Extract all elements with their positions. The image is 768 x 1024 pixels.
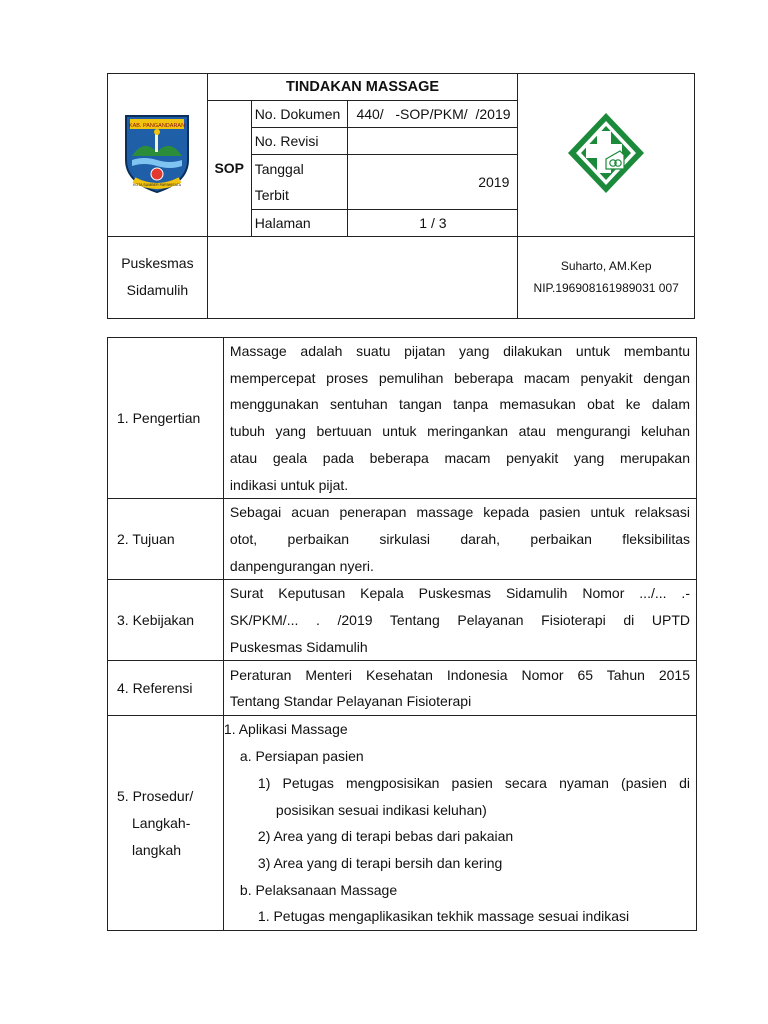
- procedure-step: 1. Aplikasi Massage: [223, 721, 348, 738]
- section-content: [223, 661, 696, 716]
- text-line: menggunakan sentuhan tangan tanpa memasukan obat ke dalam: [229, 396, 690, 413]
- text-line: otot, perbaikan sirkulasi darah, perbaikan fleksibilitas: [229, 530, 690, 547]
- text-line: Puskesmas Sidamulih: [229, 638, 368, 655]
- section-label: 3. Kebijakan: [108, 580, 224, 661]
- section-row-kebijakan: [108, 580, 697, 661]
- facility-line1: Puskesmas: [121, 255, 194, 272]
- issue-date-label-line2: Terbit: [254, 186, 289, 203]
- text-line: SK/PKM/... . /2019 Tentang Pelayanan Fisioterapi di UPTD: [229, 612, 690, 629]
- procedure-step: b. Pelaksanaan Massage: [239, 881, 398, 898]
- issue-date-label: [251, 155, 348, 209]
- section-label: 4. Referensi: [108, 661, 224, 716]
- signer-nip: NIP.196908161989031 007: [533, 281, 679, 296]
- issue-date-value: 2019: [348, 155, 518, 209]
- issue-date-label-line1: Tanggal: [254, 160, 304, 177]
- procedure-step: 1) Petugas mengposisikan pasien secara nyaman (pasien di: [257, 774, 690, 791]
- section-label: 1. Pengertian: [108, 338, 224, 499]
- text-line: tubuh yang bertuuan untuk meringankan atau mengurangi keluhan: [229, 423, 690, 440]
- puskesmas-logo-icon: [566, 111, 646, 195]
- procedure-step: a. Persiapan pasien: [239, 748, 364, 765]
- section-content: [223, 716, 696, 931]
- text-line: atau geala pada beberapa macam penyakit yang merupakan: [229, 449, 690, 466]
- facility-line2: Sidamulih: [126, 282, 189, 299]
- signer-name: Suharto, AM.Kep: [560, 259, 652, 274]
- procedure-step: 3) Area yang di terapi bersih dan kering: [257, 854, 503, 871]
- blank-cell: [207, 236, 518, 318]
- emblem-ribbon-text: KOTA SUMBER PARIWISATA: [133, 183, 182, 188]
- section-row-prosedur: [108, 716, 697, 931]
- page-value: 1 / 3: [348, 209, 518, 236]
- doc-number-value: 440/ -SOP/PKM/ /2019: [348, 101, 518, 128]
- document-title: TINDAKAN MASSAGE: [207, 74, 518, 101]
- section-label-line3: langkah: [132, 841, 182, 858]
- procedure-step: 2) Area yang di terapi bebas dari pakaian: [257, 828, 514, 845]
- text-line: Surat Keputusan Kepala Puskesmas Sidamulih Nomor .../... .-: [229, 585, 690, 602]
- regency-logo-cell: [108, 74, 208, 237]
- revision-label: No. Revisi: [251, 128, 348, 155]
- section-label-line1: 5. Prosedur/: [117, 788, 194, 805]
- section-row-pengertian: [108, 338, 697, 499]
- text-line: Tentang Standar Pelayanan Fisioterapi: [229, 693, 472, 710]
- section-row-referensi: [108, 661, 697, 716]
- section-content: [223, 338, 696, 499]
- regency-emblem-icon: [120, 112, 194, 194]
- section-row-tujuan: [108, 499, 697, 580]
- section-content: [223, 499, 696, 580]
- text-line: indikasi untuk pijat.: [229, 476, 349, 493]
- sop-header-table: [107, 73, 695, 319]
- procedure-step: posisikan sesuai indikasi keluhan): [275, 801, 487, 818]
- text-line: Sebagai acuan penerapan massage kepada pasien untuk relaksasi: [229, 504, 690, 521]
- doc-number-label: No. Dokumen: [251, 101, 348, 128]
- health-logo-cell: [518, 74, 695, 237]
- facility-name: [108, 236, 208, 318]
- section-content: [223, 580, 696, 661]
- sop-body-table: [107, 337, 697, 931]
- section-label: [108, 716, 224, 931]
- text-line: danpengurangan nyeri.: [229, 557, 374, 574]
- page-label: Halaman: [251, 209, 348, 236]
- procedure-step: 1. Petugas mengaplikasikan tekhik massage sesuai indikasi: [257, 908, 630, 925]
- text-line: Peraturan Menteri Kesehatan Indonesia Nomor 65 Tahun 2015: [229, 666, 690, 683]
- sop-label: SOP: [207, 101, 251, 237]
- emblem-banner-text: KAB. PANGANDARAN: [129, 123, 186, 130]
- section-label: 2. Tujuan: [108, 499, 224, 580]
- text-line: Massage adalah suatu pijatan yang dilakukan untuk membantu: [229, 343, 690, 359]
- revision-value: [348, 128, 518, 155]
- text-line: mempercepat proses pemulihan beberapa macam penyakit dengan: [229, 369, 690, 386]
- section-label-line2: Langkah-: [132, 814, 191, 831]
- signer-block: [518, 236, 695, 318]
